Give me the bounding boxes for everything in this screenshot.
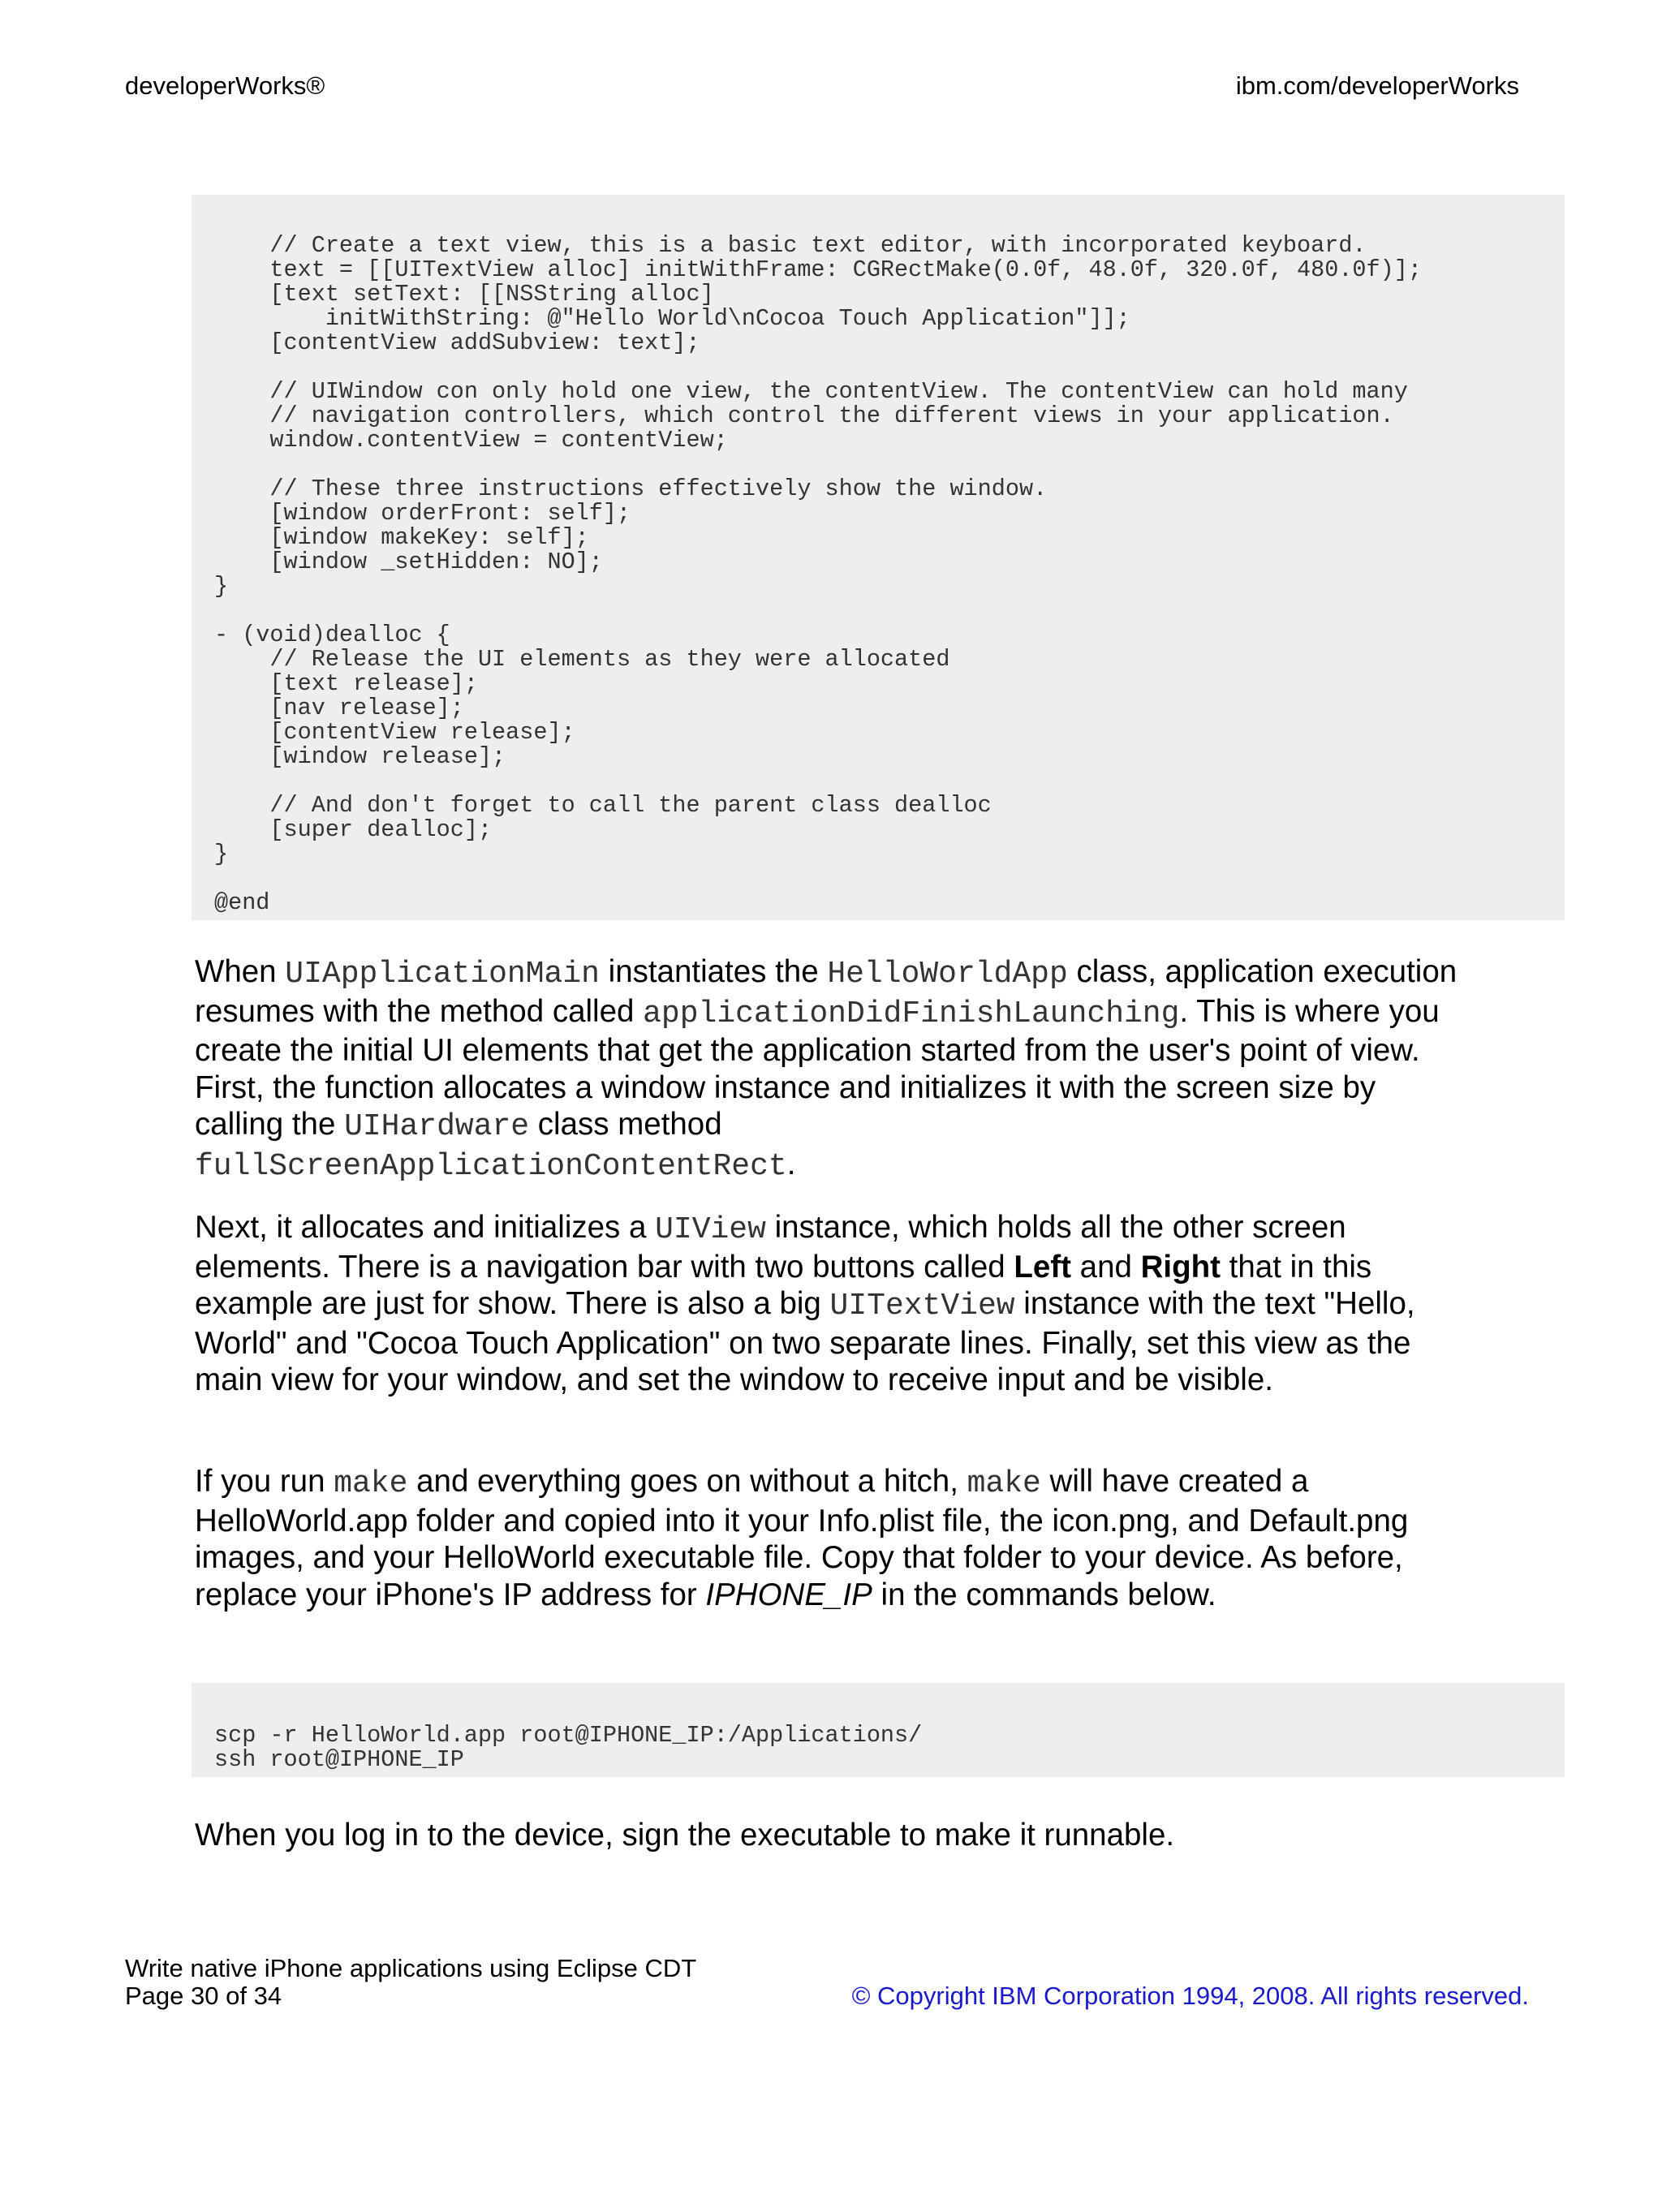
code-line: window.contentView = contentView; [214, 427, 728, 454]
text-run: instance, which holds all the other screen elements. There is a navigation bar with two buttons called [195, 1210, 1346, 1285]
paragraph-app-launch [195, 953, 1461, 1185]
inline-code: UITextView [829, 1289, 1015, 1323]
code-line: [text setText: [[NSString alloc] [214, 281, 714, 308]
code-line: // Create a text view, this is a basic text editor, with incorporated keyboard. [214, 232, 1367, 259]
text-run: Next, it allocates and initializes a [195, 1210, 656, 1245]
text-run: class, application execution resumes with the method called [195, 954, 1457, 1029]
paragraph-uiview [195, 1209, 1461, 1399]
code-line: // Release the UI elements as they were allocated [214, 646, 950, 673]
code-line [214, 453, 1565, 477]
footer-copyright-link[interactable]: © Copyright IBM Corporation 1994, 2008. All rights reserved. [851, 1982, 1529, 2010]
text-run: class method [529, 1107, 722, 1142]
code-line: [nav release]; [214, 695, 464, 721]
text-run: . [786, 1146, 796, 1181]
inline-code: UIView [655, 1212, 766, 1247]
text-run: that in this example are just for show. There is also a big [195, 1249, 1372, 1321]
text-run: and [1070, 1249, 1141, 1285]
inline-code: make [334, 1466, 408, 1501]
code-line: // These three instructions effectively show the window. [214, 476, 1048, 502]
header-brand: developerWorks® [125, 71, 325, 100]
text-run: will have created a HelloWorld.app folder and copied into it your Info.plist file, the icon.png, and Default.png images, and your HelloWorld executable file. Copy that folder to your device. As before, replace your iPhone's IP address for [195, 1464, 1409, 1612]
code-line: [super dealloc]; [214, 816, 493, 843]
code-line: [window _setHidden: NO]; [214, 549, 603, 575]
code-block-shell [192, 1683, 1565, 1777]
text-run: When [195, 954, 286, 989]
code-line: scp -r HelloWorld.app root@IPHONE_IP:/Applications/ [214, 1722, 923, 1749]
code-line [214, 769, 1565, 794]
code-line: [window orderFront: self]; [214, 500, 631, 527]
bold-term: Right [1140, 1249, 1221, 1285]
code-line: @end [214, 889, 270, 916]
code-line: // navigation controllers, which control the different views in your application. [214, 402, 1394, 429]
footer-doc-title: Write native iPhone applications using Eclipse CDT [125, 1954, 697, 1982]
code-line: text = [[UITextView alloc] initWithFrame: CGRectMake(0.0f, 48.0f, 320.0f, 480.0f)]; [214, 256, 1422, 283]
code-line: } [214, 573, 229, 600]
text-run: instantiates the [599, 954, 828, 989]
code-line [214, 867, 1565, 891]
footer-page-number: Page 30 of 34 [125, 1982, 282, 2010]
text-run: in the commands below. [872, 1577, 1216, 1612]
code-block-objc [192, 195, 1565, 920]
code-line: [contentView release]; [214, 719, 575, 746]
code-line: [contentView addSubview: text]; [214, 329, 700, 356]
inline-code: applicationDidFinishLaunching [643, 996, 1180, 1031]
code-line: // UIWindow con only hold one view, the contentView. The contentView can hold many [214, 378, 1408, 405]
inline-code: fullScreenApplicationContentRect [195, 1148, 787, 1184]
code-line: initWithString: @"Hello World\nCocoa Touch Application"]]; [214, 305, 1130, 332]
inline-code: UIApplicationMain [285, 957, 600, 992]
paragraph-make [195, 1463, 1461, 1613]
paragraph-sign [195, 1817, 1461, 1854]
code-line: [text release]; [214, 670, 478, 697]
code-line: ssh root@IPHONE_IP [214, 1746, 464, 1773]
code-line: - (void)dealloc { [214, 622, 450, 648]
code-line: } [214, 841, 229, 867]
inline-code: HelloWorldApp [827, 957, 1068, 992]
header-site-url[interactable]: ibm.com/developerWorks [1235, 71, 1519, 100]
code-line: [window makeKey: self]; [214, 524, 589, 551]
inline-code: UIHardware [344, 1109, 530, 1144]
code-line: // And don't forget to call the parent class dealloc [214, 792, 992, 819]
italic-term: IPHONE_IP [705, 1577, 872, 1612]
code-line [214, 355, 1565, 380]
code-line [214, 599, 1565, 623]
bold-term: Left [1014, 1249, 1071, 1285]
text-run: When you log in to the device, sign the executable to make it runnable. [195, 1818, 1175, 1853]
inline-code: make [967, 1466, 1041, 1501]
text-run: If you run [195, 1464, 334, 1499]
code-line: [window release]; [214, 743, 506, 770]
text-run: instance with the text "Hello, World" and "Cocoa Touch Application" on two separate lines. Finally, set this view as the main view for your window, and set the window to receive input and be visible. [195, 1286, 1415, 1397]
text-run: . This is where you create the initial UI elements that get the application started from the user's point of view. First, the function allocates a window instance and initializes it with the screen size by calling the [195, 993, 1440, 1142]
text-run: and everything goes on without a hitch, [407, 1464, 967, 1499]
